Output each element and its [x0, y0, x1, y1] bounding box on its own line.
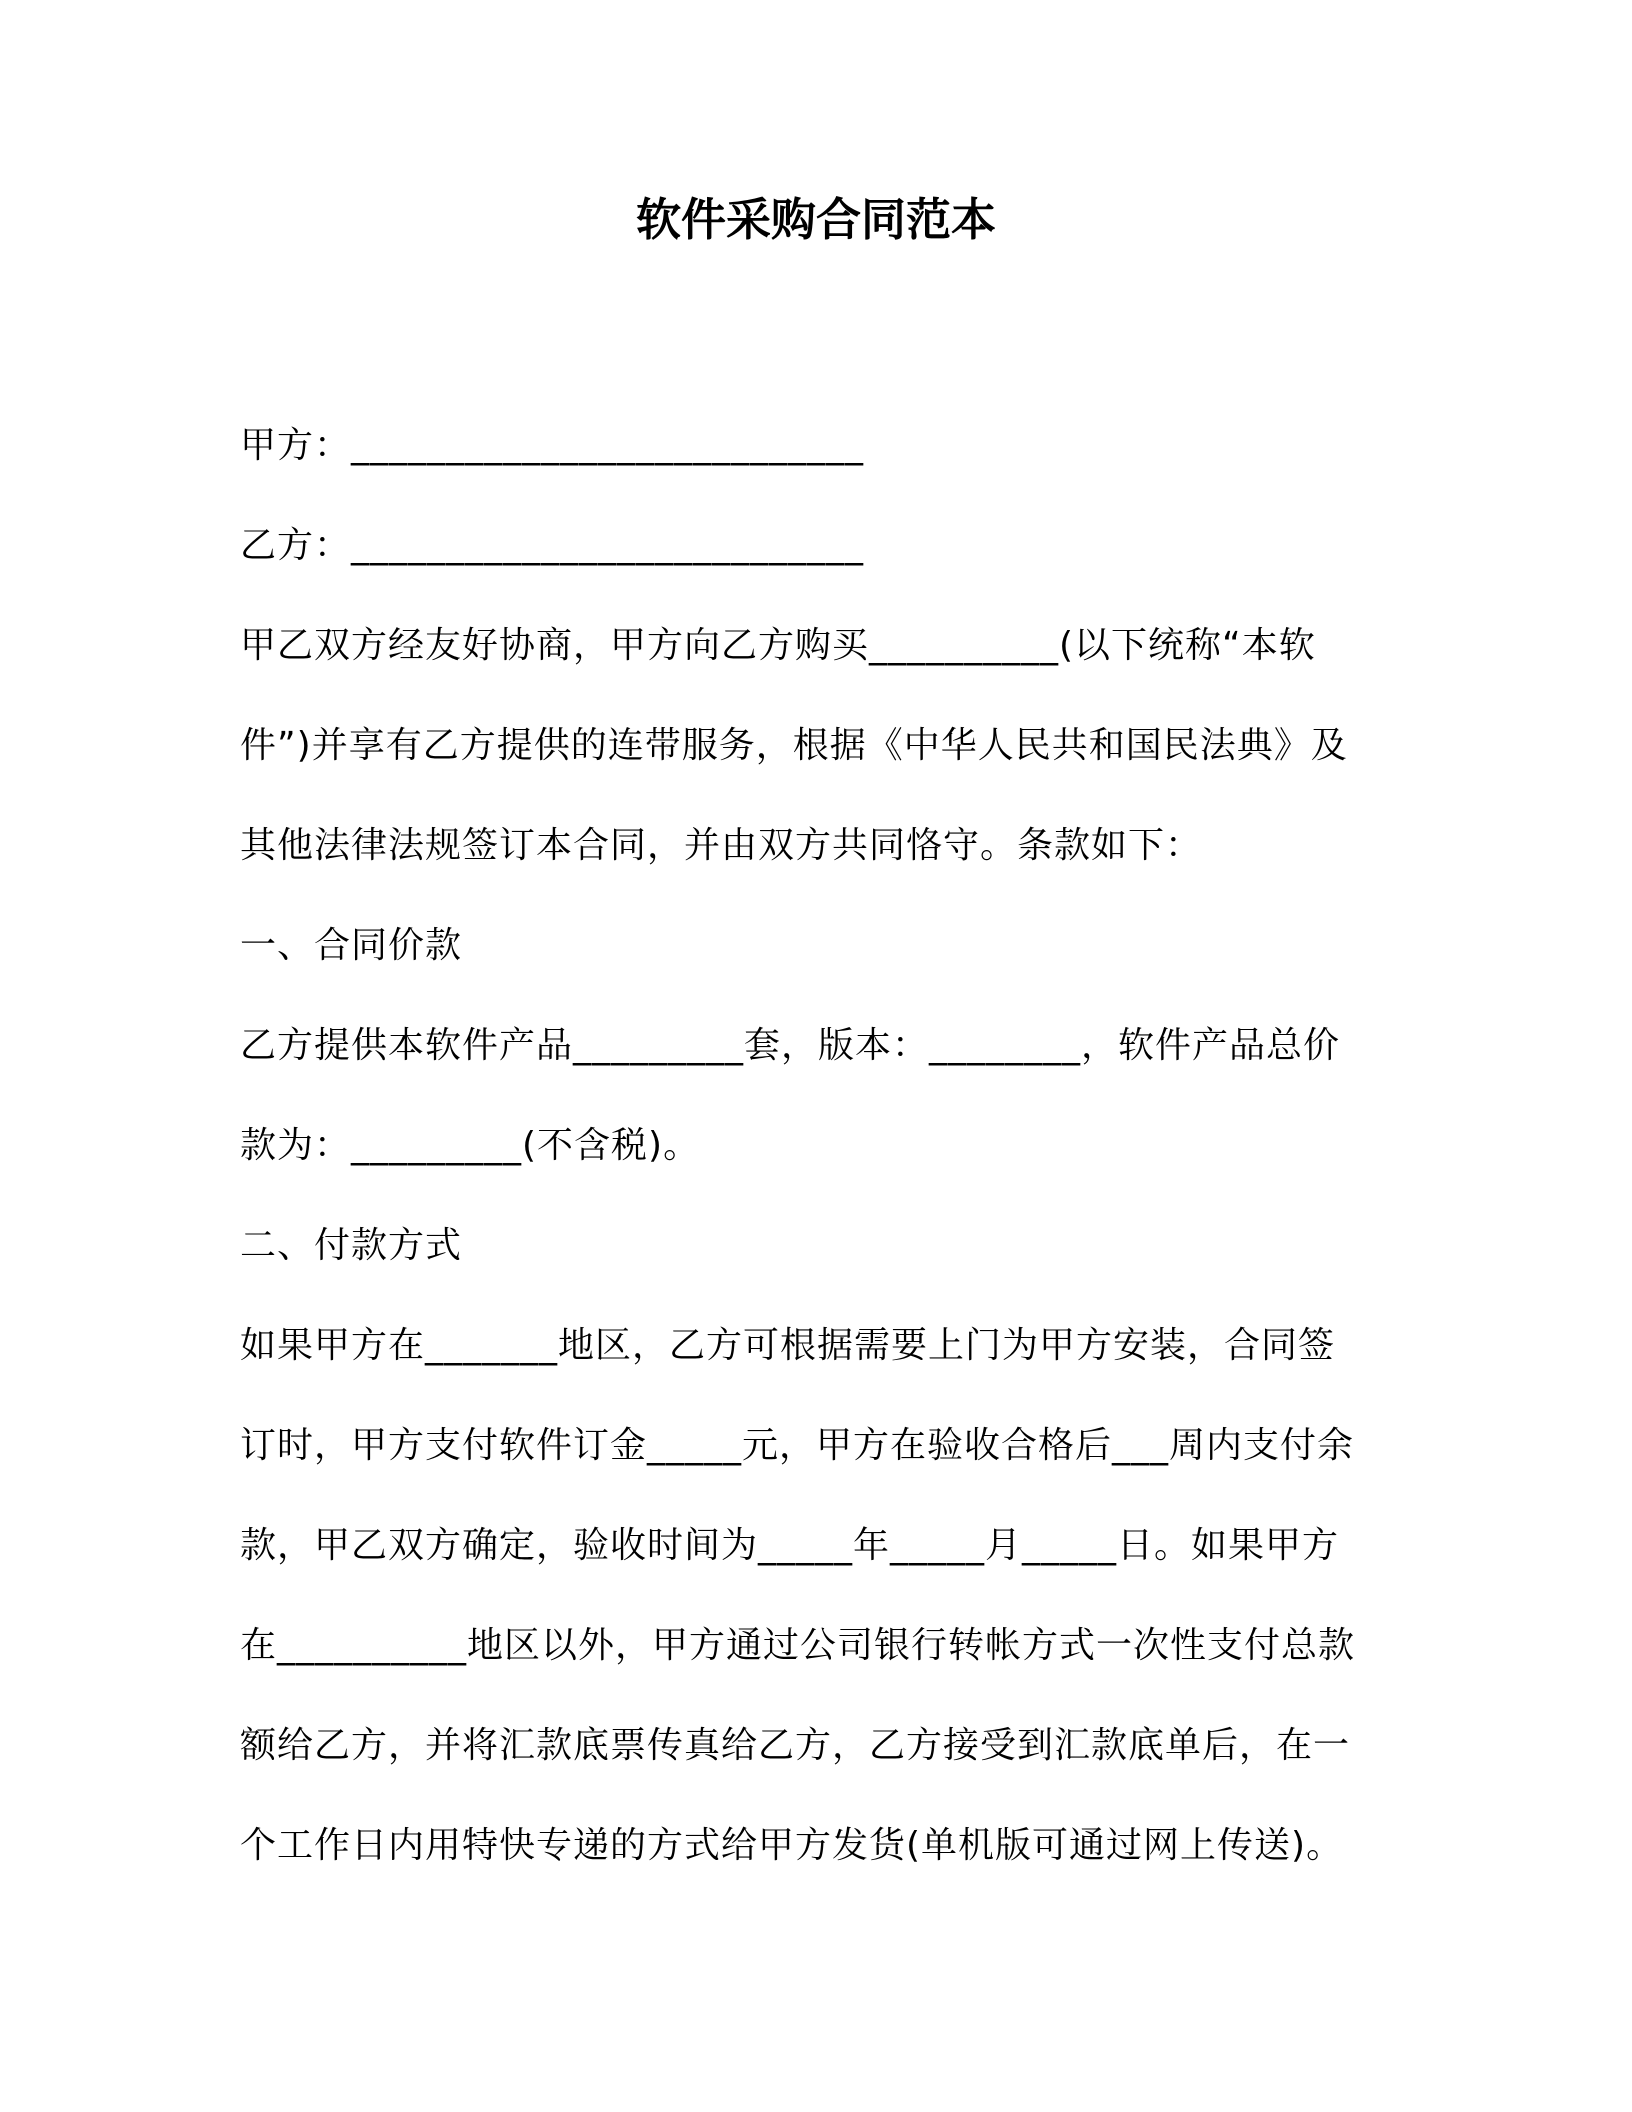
- section-heading: 二、付款方式: [240, 1225, 463, 1266]
- paragraph-line: 在__________地区以外，甲方通过公司银行转帐方式一次性支付总款: [240, 1625, 1356, 1666]
- paragraph-line: 件”)并享有乙方提供的连带服务，根据《中华人民共和国民法典》及: [240, 725, 1348, 766]
- section-heading: 一、合同价款: [240, 925, 463, 966]
- paragraph-line: 甲乙双方经友好协商，甲方向乙方购买__________(以下统称“本软: [240, 625, 1316, 666]
- party-b-line: 乙方：___________________________: [240, 525, 865, 566]
- document-title: 软件采购合同范本: [635, 193, 996, 246]
- paragraph-line: 款，甲乙双方确定，验收时间为_____年_____月_____日。如果甲方: [240, 1525, 1340, 1566]
- paragraph-line: 其他法律法规签订本合同，并由双方共同恪守。条款如下：: [240, 825, 1203, 866]
- paragraph-line: 个工作日内用特快专递的方式给甲方发货(单机版可通过网上传送)。: [240, 1825, 1344, 1866]
- paragraph-line: 额给乙方，并将汇款底票传真给乙方，乙方接受到汇款底单后，在一: [240, 1725, 1351, 1766]
- paragraph-line: 如果甲方在_______地区，乙方可根据需要上门为甲方安装，合同签: [240, 1325, 1336, 1366]
- paragraph-line: 订时，甲方支付软件订金_____元，甲方在验收合格后___周内支付余: [240, 1425, 1355, 1466]
- paragraph-line: 款为：_________(不含税)。: [240, 1125, 701, 1166]
- paragraph-line: 乙方提供本软件产品_________套，版本：________，软件产品总价: [240, 1025, 1341, 1066]
- party-a-line: 甲方：___________________________: [240, 425, 865, 466]
